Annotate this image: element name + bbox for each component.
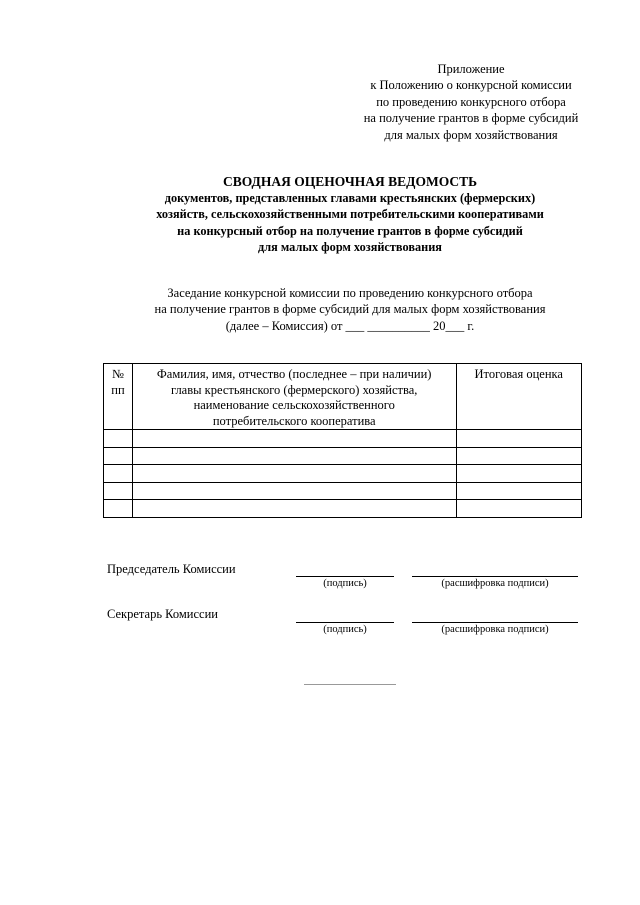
end-divider <box>304 684 396 685</box>
header-number-line: пп <box>111 382 125 397</box>
table-row <box>104 482 582 500</box>
chairman-decoding-caption: (расшифровка подписи) <box>441 578 549 589</box>
table-row <box>104 465 582 483</box>
cell-name <box>132 482 456 500</box>
header-name-line: потребительского кооператива <box>212 413 376 428</box>
header-number-line: № <box>111 367 124 381</box>
title-line: для малых форм хозяйствования <box>258 239 442 254</box>
cell-name <box>132 465 456 483</box>
title-line: хозяйств, сельскохозяйственными потребительскими кооперативами <box>156 207 544 222</box>
header-name-line: Фамилия, имя, отчество (последнее – при наличии) <box>156 367 432 381</box>
cell-name <box>132 447 456 465</box>
cell-score <box>456 500 582 518</box>
session-info <box>100 285 600 334</box>
session-line: Заседание конкурсной комиссии по проведению конкурсного отбора <box>167 286 533 300</box>
appendix-line: для малых форм хозяйствования <box>384 127 558 142</box>
cell-name <box>132 500 456 518</box>
appendix-line: на получение грантов в форме субсидий <box>363 111 579 126</box>
evaluation-table <box>103 363 582 518</box>
cell-number <box>104 500 133 518</box>
chairman-signature-line <box>296 576 394 577</box>
document-title <box>80 174 620 255</box>
secretary-decoding-caption: (расшифровка подписи) <box>441 624 549 635</box>
title-line: на конкурсный отбор на получение грантов в форме субсидий <box>177 223 523 238</box>
cell-number <box>104 465 133 483</box>
secretary-signature-line <box>296 622 394 623</box>
cell-number <box>104 430 133 448</box>
title-line: документов, представленных главами крестьянских (фермерских) <box>164 191 536 206</box>
appendix-line: Приложение <box>437 62 505 76</box>
cell-score <box>456 447 582 465</box>
header-number <box>104 364 133 430</box>
table-row <box>104 430 582 448</box>
cell-score <box>456 430 582 448</box>
cell-number <box>104 482 133 500</box>
appendix-note <box>340 61 602 143</box>
header-score-line: Итоговая оценка <box>474 367 563 381</box>
secretary-decoding-line <box>412 622 578 623</box>
secretary-label: Секретарь Комиссии <box>107 607 218 621</box>
cell-score <box>456 465 582 483</box>
header-name-line: главы крестьянского (фермерского) хозяйства, <box>170 382 418 397</box>
table-row <box>104 447 582 465</box>
table-row <box>104 500 582 518</box>
secretary-signature-caption: (подпись) <box>323 624 367 635</box>
table-header-row <box>104 364 582 430</box>
header-score <box>456 364 582 430</box>
header-name <box>132 364 456 430</box>
chairman-signature-caption: (подпись) <box>323 578 367 589</box>
session-line: на получение грантов в форме субсидий для малых форм хозяйствования <box>154 302 546 317</box>
header-name-line: наименование сельскохозяйственного <box>193 398 395 412</box>
chairman-decoding-line <box>412 576 578 577</box>
cell-name <box>132 430 456 448</box>
appendix-line: к Положению о конкурсной комиссии <box>370 78 572 93</box>
cell-score <box>456 482 582 500</box>
title-main: СВОДНАЯ ОЦЕНОЧНАЯ ВЕДОМОСТЬ <box>222 174 478 189</box>
appendix-line: по проведению конкурсного отбора <box>376 94 566 109</box>
session-line: (далее – Комиссия) от ___ __________ 20___ г. <box>225 318 475 333</box>
cell-number <box>104 447 133 465</box>
chairman-label: Председатель Комиссии <box>107 562 236 576</box>
